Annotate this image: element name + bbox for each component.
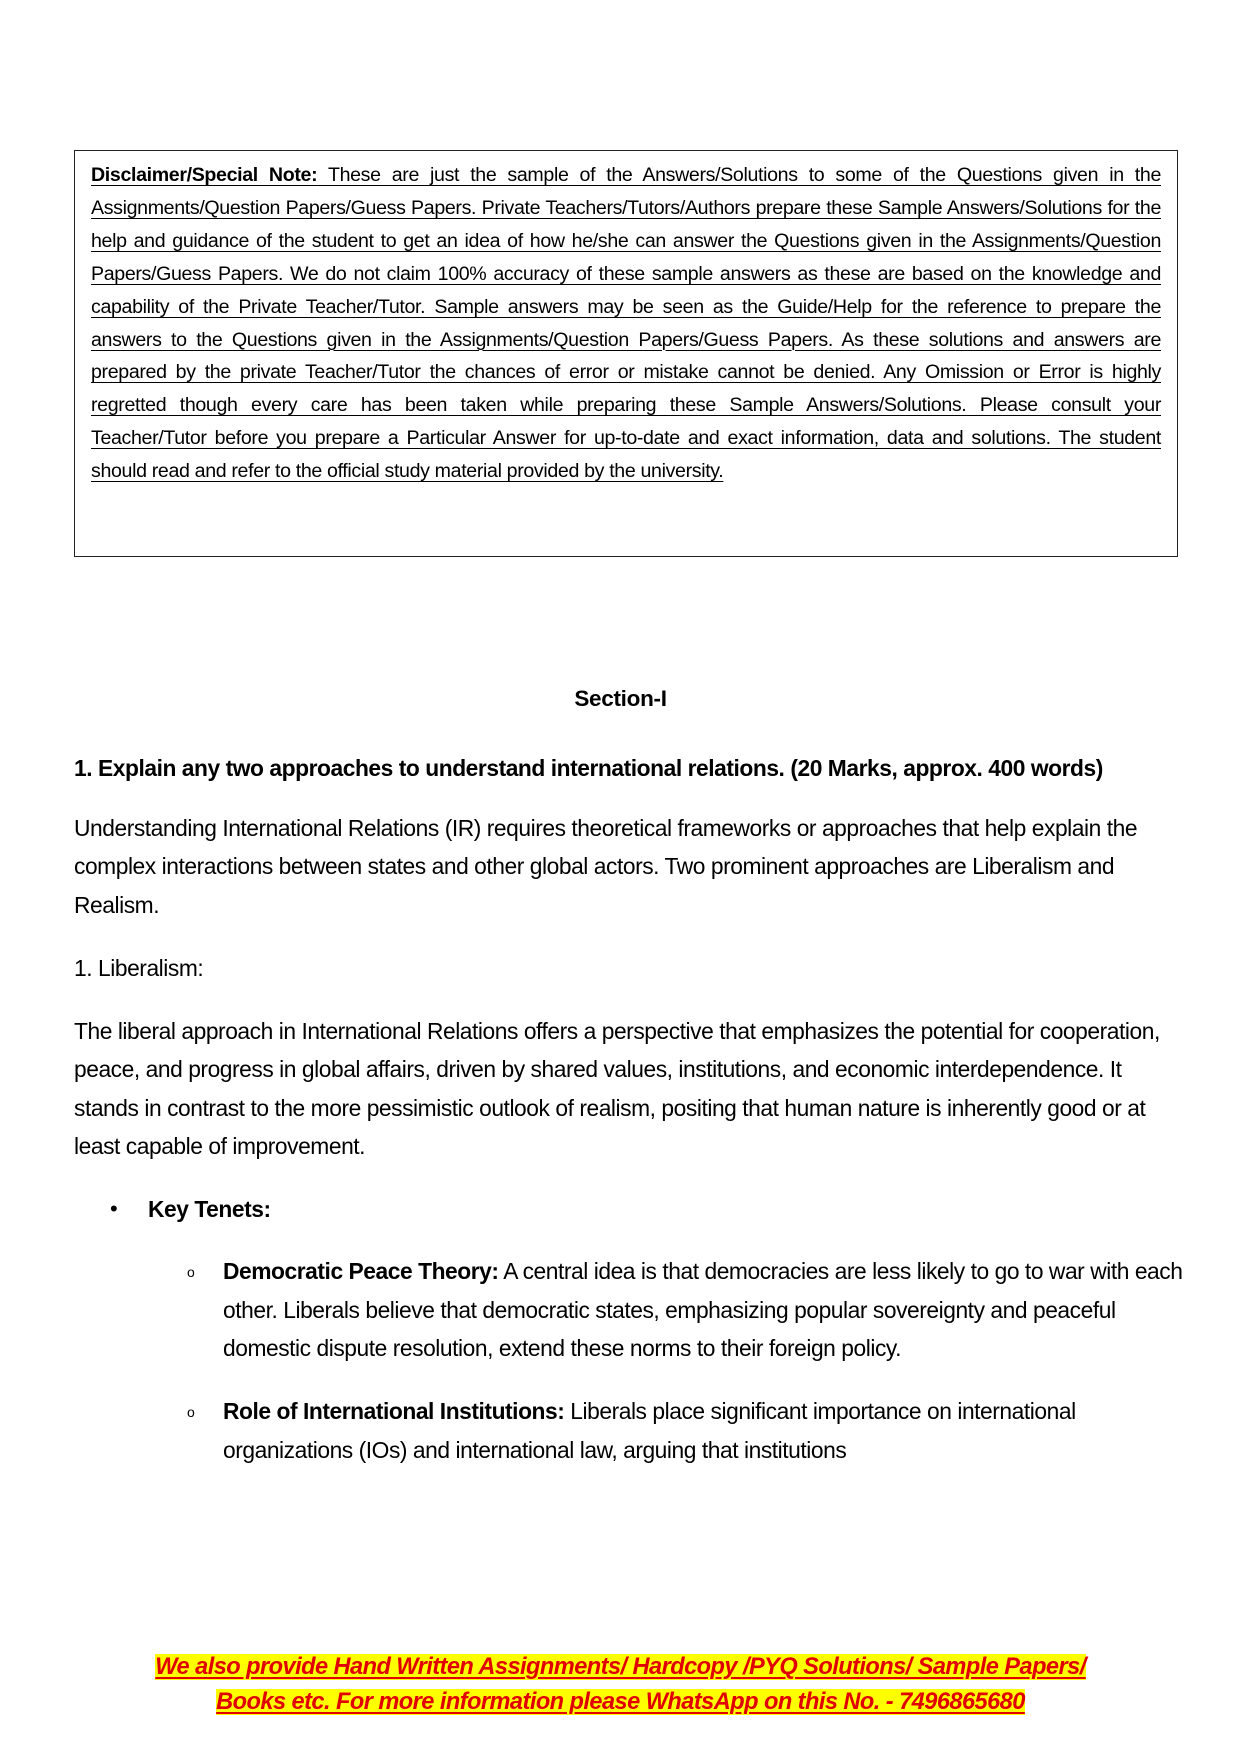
intro-paragraph: Understanding International Relations (IR) requires theoretical frameworks or approaches that help explain the complex interactions between states and other global actors. Two prominent approaches are Liberalism and Realism. [74,815,1138,918]
disclaimer-body: These are just the sample of the Answers/Solutions to some of the Questions given in the Assignments/Question Papers/Guess Papers. Private Teachers/Tutors/Authors prepare these Sample Answers/Solutions for the help and guidance of the student to get an idea of how he/she can answer the Questions given in the Assignments/Question Papers/Guess Papers. We do not claim 100% accuracy of these sample answers as these are based on the knowledge and capability of the Private Teacher/Tutor. Sample answers may be seen as the Guide/Help for the reference to prepare the answers to the Questions given in the Assignments/Question Papers/Guess Papers. As these solutions and answers are prepared by the private Teacher/Tutor the chances of error or mistake cannot be denied. Any Omission or Error is highly regretted though every care has been taken while preparing these Sample Answers/Solutions. Please consult your Teacher/Tutor before you prepare a Particular Answer for up-to-date and exact information, data and solutions. The student should read and refer to the official study material provided by the university. [91,164,1161,483]
sub-bullet-international-institutions [74,1392,1184,1469]
answer-content [74,749,1184,1494]
disclaimer-lead: Disclaimer/Special Note: [91,164,318,186]
promo-line-2: Books etc. For more information please WhatsApp on this No. - 7496865680 [216,1688,1025,1715]
sub-bullet-title: Democratic Peace Theory: [223,1258,499,1285]
liberalism-paragraph: The liberal approach in International Relations offers a perspective that emphasizes the potential for cooperation, peace, and progress in global affairs, driven by shared values, institutions, and economic interdependence. It stands in contrast to the more pessimistic outlook of realism, positing that human nature is inherently good or at least capable of improvement. [74,1018,1160,1160]
sub-bullet-democratic-peace [74,1252,1184,1367]
sub-bullet-title: Role of International Institutions: [223,1398,565,1425]
sub-bullet-body: Liberals place significant importance on international organizations (IOs) and international law, arguing that institutions [223,1398,1076,1463]
sub-bullet-body: A central idea is that democracies are less likely to go to war with each other. Liberals believe that democratic states, emphasizing popular sovereignty and peaceful domestic dispute resolution, extend these norms to their foreign policy. [223,1258,1183,1361]
sub-bullet-text [223,1258,1182,1361]
bullet-label: Key Tenets: [148,1196,271,1223]
disclaimer-text [91,159,1161,488]
hollow-circle-bullet-icon: o [187,1264,195,1281]
liberalism-subheading: 1. Liberalism: [74,954,204,981]
bullet-key-tenets [74,1190,1184,1228]
question-title: 1. Explain any two approaches to understand international relations. (20 Marks, approx. 400 words) [74,755,1103,781]
bullet-dot-icon: • [110,1196,118,1222]
footer-promo [0,1650,1241,1719]
section-heading: Section-I [574,686,667,711]
hollow-circle-bullet-icon: o [187,1404,195,1421]
sub-bullet-text [223,1398,1076,1462]
promo-line-1: We also provide Hand Written Assignments/ Hardcopy /PYQ Solutions/ Sample Papers/ [155,1654,1086,1680]
disclaimer-box [74,150,1178,557]
